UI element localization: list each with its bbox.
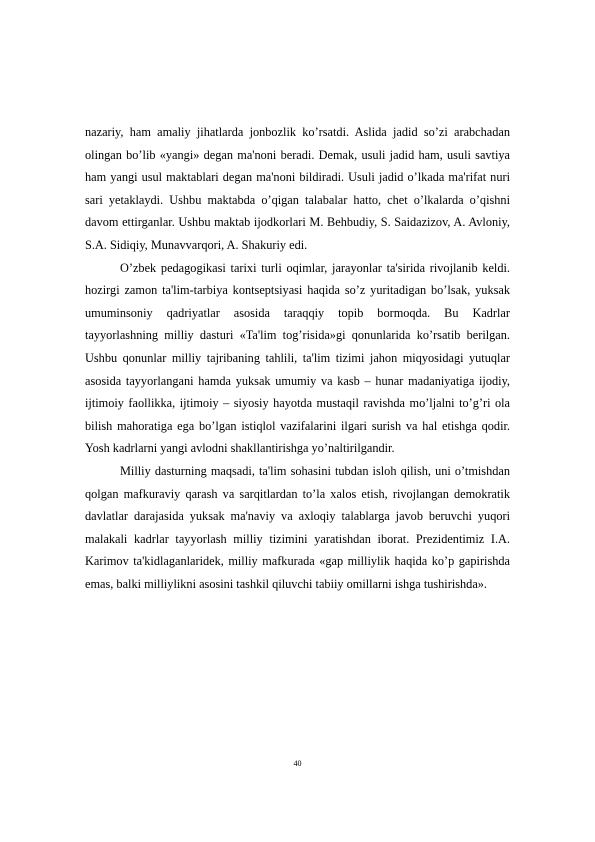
body-text [85, 121, 510, 595]
page-number: 40 [293, 759, 302, 768]
paragraph-national-program: Milliy dasturning maqsadi, ta'lim sohasini tubdan isloh qilish, uni o’tmishdan qolgan mafkuraviy qarash va sarqitlardan to’la xalos etish, rivojlangan demokratik davlatlar darajasida yuksak ma'naviy va axloqiy talablarga javob beruvchi yuqori malakali kadrlar tayyorlash milliy tizimini yaratishdan iborat. Prezidentimiz I.A. Karimov ta'kidlaganlaridek, milliy mafkurada «gap milliylik haqida ko’p gapirishda emas, balki milliylikni asosini tashkil qiluvchi tabiiy omillarni ishga tushirishda». [85, 463, 510, 591]
paragraph-pedagogy-history: O’zbek pedagogikasi tarixi turli oqimlar, jarayonlar ta'sirida rivojlanib keldi. hozirgi zamon ta'lim-tarbiya kontseptsiyasi haqida so’z yuritadigan bo’lsak, yuksak umuminsoniy qadriyatlar asosida taraqqiy topib bormoqda. Bu Kadrlar tayyorlashning milliy dasturi «Ta'lim tog’risida»gi qonunlarida ko’rsatib berilgan. Ushbu qonunlar milliy tajribaning tahlili, ta'lim tizimi jahon miqyosidagi yutuqlar asosida tayyorlangani hamda yuksak umumiy va kasb – hunar madaniyatiga ijodiy, ijtimoiy faollikka, ijtimoiy – siyosiy hayotda mustaqil ravishda mo’ljalni to’g’ri ola bilish mahoratiga ega bo’lgan istiqlol vazifalarini ilgari surish va hal etishga qodir. Yosh kadrlarni yangi avlodni shakllantirishga yo’naltirilgandir. [85, 260, 510, 456]
paragraph-continued: nazariy, ham amaliy jihatlarda jonbozlik ko’rsatdi. Aslida jadid so’zi arabchadan olingan bo’lib «yangi» degan ma'noni beradi. Demak, usuli jadid ham, usuli savtiya ham yangi usul maktablari degan ma'noni bildiradi. Usuli jadid o’lkada ma'rifat nuri sari yetaklaydi. Ushbu maktabda o’qigan talabalar hatto, chet o’lkalarda o’qishni davom ettirganlar. Ushbu maktab ijodkorlari M. Behbudiy, S. Saidazizov, A. Avloniy, S.A. Sidiqiy, Munavvarqori, A. Shakuriy edi. [85, 125, 510, 252]
